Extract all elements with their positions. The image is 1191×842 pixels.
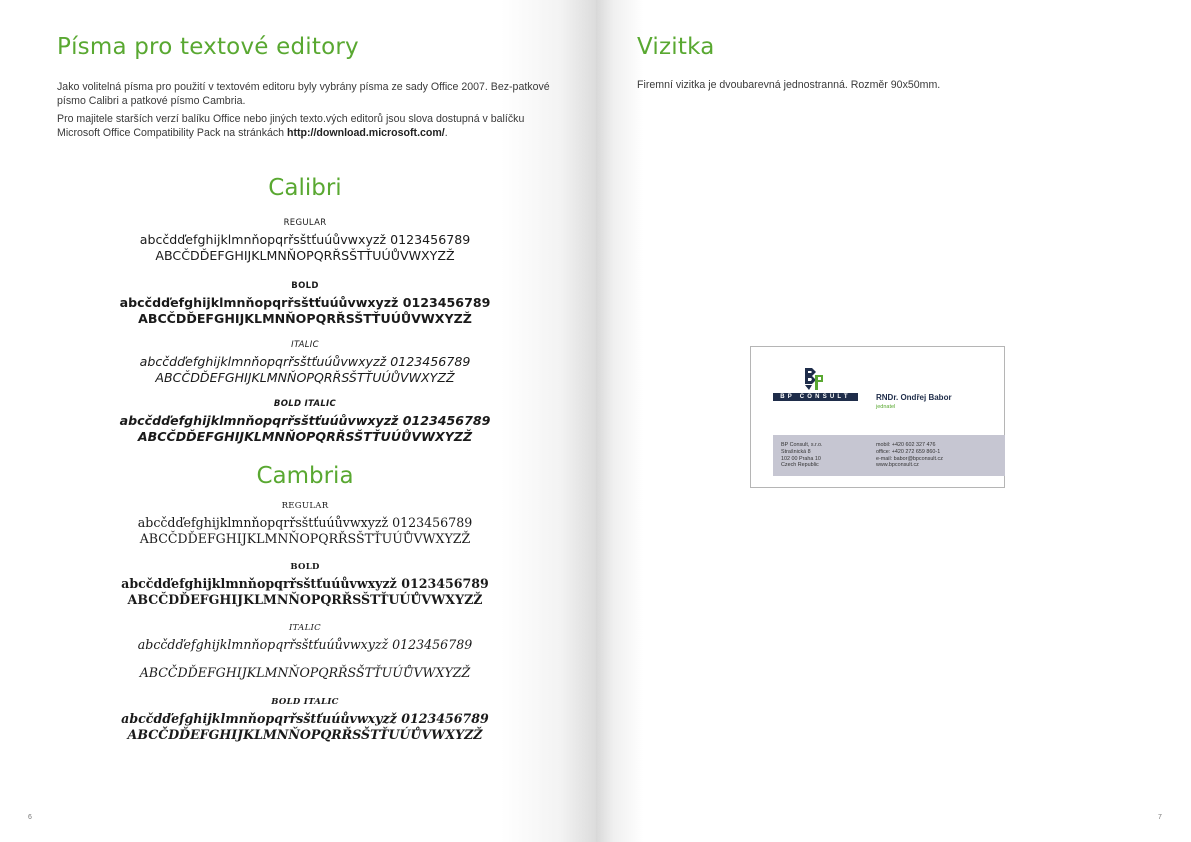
download-link[interactable]: http://download.microsoft.com/ [287, 127, 445, 139]
calibri-bold-block [105, 281, 505, 327]
sample-lowercase: abcčdďefghijklmnňopqrřsštťuúůvwxyzž 0123456789 [137, 637, 473, 652]
intro-paragraph-2-end: . [444, 127, 448, 139]
intro-paragraph-2-text: Pro majitele starších verzí balíku Office nebo jiných texto.vých editorů jsou slova dostupná v balíčku Microsoft Office Compatibility Pack na stránkách [57, 113, 525, 139]
address-line: Strašnická 8 [781, 448, 811, 455]
business-card-description: Firemní vizitka je dvoubarevná jednostranná. Rozměr 90x50mm. [637, 79, 941, 91]
sample-uppercase: ABCČDĎEFGHIJKLMNŇOPQRŘSŠTŤUÚŮVWXYZŽ [137, 429, 473, 444]
cambria-bold-italic-block [90, 697, 520, 743]
contact-mobile: mobil: +420 602 327 476 [876, 442, 936, 448]
calibri-italic-block [105, 340, 505, 386]
address-line: 102 00 Praha 10 [781, 455, 821, 462]
card-address [781, 442, 823, 469]
card-contacts [876, 442, 943, 469]
sample-uppercase: ABCČDĎEFGHIJKLMNŇOPQRŘSŠTŤUÚŮVWXYZŽ [127, 727, 483, 742]
sample-uppercase: ABCČDĎEFGHIJKLMNŇOPQRŘSŠTŤUÚŮVWXYZŽ [139, 665, 471, 680]
cambria-regular-block [90, 501, 520, 547]
address-line: Czech Republic [781, 462, 819, 469]
sample-uppercase: ABCČDĎEFGHIJKLMNŇOPQRŘSŠTŤUÚŮVWXYZŽ [127, 592, 483, 607]
sample-lowercase: abcčdďefghijklmnňopqrřsštťuúůvwxyzž 0123456789 [137, 515, 473, 530]
intro-paragraph-2 [57, 112, 557, 140]
page-number-right: 7 [1158, 814, 1162, 821]
sample-lowercase: abcčdďefghijklmnňopqrřsštťuúůvwxyzž 0123456789 [119, 295, 491, 310]
sample-lowercase: abcčdďefghijklmnňopqrřsštťuúůvwxyzž 0123456789 [139, 354, 471, 369]
sample-uppercase: ABCČDĎEFGHIJKLMNŇOPQRŘSŠTŤUÚŮVWXYZŽ [139, 531, 471, 546]
card-holder-name: RNDr. Ondřej Babor [876, 393, 952, 402]
sample-uppercase: ABCČDĎEFGHIJKLMNŇOPQRŘSŠTŤUÚŮVWXYZŽ [155, 370, 455, 385]
intro-paragraph-1: Jako volitelná písma pro použití v textovém editoru byly vybrány písma ze sady Office 2007. Bez-patkové písmo Calibri a patkové písmo Cambria. [57, 81, 550, 107]
style-label: REGULAR [283, 218, 327, 228]
card-holder-role: jednatel [876, 404, 896, 410]
contact-office: office: +420 272 659 860-1 [876, 448, 941, 455]
page-number-left: 6 [28, 814, 32, 821]
style-label: BOLD [291, 281, 319, 291]
calibri-bold-italic-block [105, 399, 505, 445]
page-title-fonts: Písma pro textové editory [57, 34, 359, 60]
font-title-calibri: Calibri [268, 175, 342, 201]
style-label: BOLD ITALIC [273, 399, 337, 409]
font-title-cambria: Cambria [256, 463, 354, 489]
logo-wordmark: BP CONSULT [773, 393, 858, 401]
sample-uppercase: ABCČDĎEFGHIJKLMNŇOPQRŘSŠTŤUÚŮVWXYZŽ [138, 311, 472, 326]
sample-uppercase: ABCČDĎEFGHIJKLMNŇOPQRŘSŠTŤUÚŮVWXYZŽ [155, 248, 455, 263]
contact-web: www.bpconsult.cz [876, 462, 919, 469]
style-label: REGULAR [281, 501, 329, 511]
style-label: ITALIC [288, 623, 321, 633]
sample-lowercase: abcčdďefghijklmnňopqrřsštťuúůvwxyzž 0123456789 [119, 413, 491, 428]
style-label: BOLD [290, 562, 320, 572]
bp-consult-logo-icon [803, 367, 825, 391]
sample-lowercase: abcčdďefghijklmnňopqrřsštťuúůvwxyzž 0123456789 [121, 576, 489, 591]
sample-lowercase: abcčdďefghijklmnňopqrřsštťuúůvwxyzž 0123456789 [139, 232, 471, 247]
cambria-bold-block [90, 562, 520, 608]
intro-text [57, 80, 557, 144]
sample-lowercase: abcčdďefghijklmnňopqrřsštťuúůvwxyzž 0123456789 [121, 711, 489, 726]
contact-email: e-mail: babor@bpconsult.cz [876, 455, 943, 462]
calibri-regular-block [105, 218, 505, 264]
style-label: BOLD ITALIC [271, 697, 339, 707]
page-title-business-card: Vizitka [637, 34, 715, 60]
cambria-italic-block [90, 623, 520, 681]
style-label: ITALIC [291, 340, 319, 350]
address-line: BP Consult, s.r.o. [781, 442, 823, 448]
